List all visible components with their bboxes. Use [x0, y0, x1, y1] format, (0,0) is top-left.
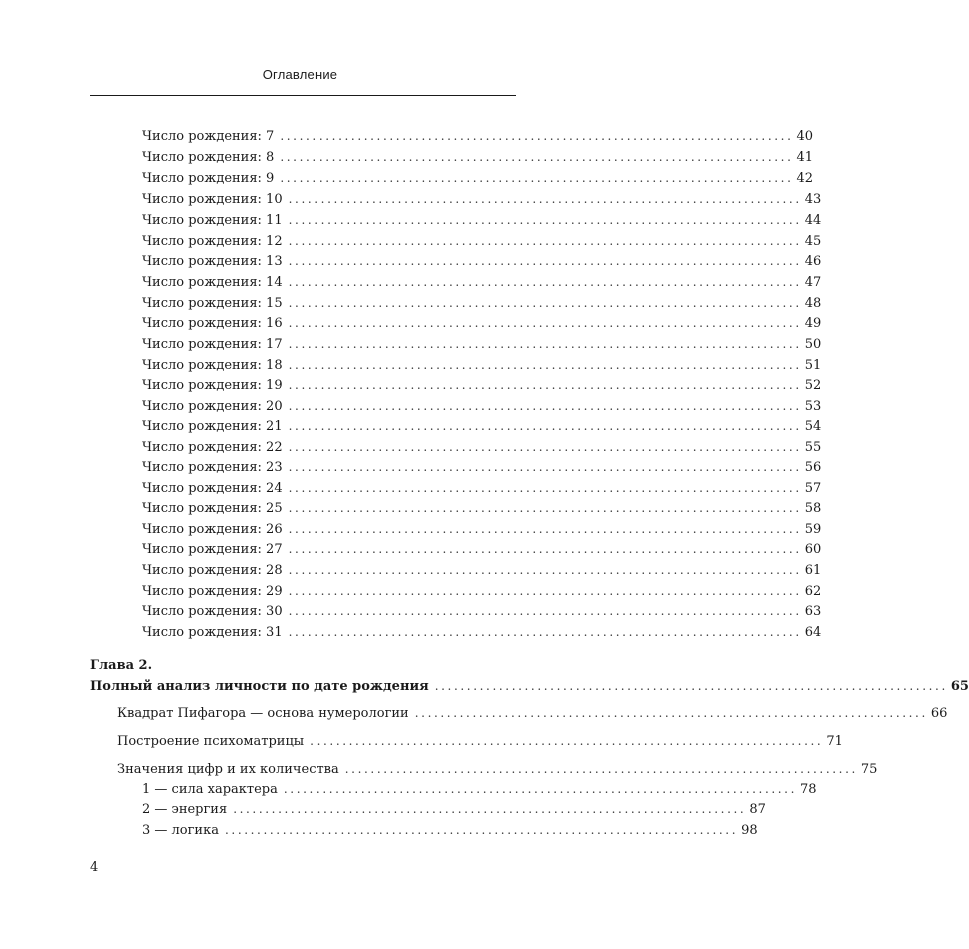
- toc-entry-page: 62: [804, 584, 822, 599]
- toc-entry-birth-13: [142, 253, 822, 270]
- toc-entry-birth-26: [142, 521, 822, 538]
- toc-entry-birth-25: [142, 500, 822, 517]
- leader-dots: ................................................................................: [288, 378, 802, 392]
- toc-entry-page: 60: [804, 542, 822, 557]
- toc-entry-page: 57: [804, 481, 822, 496]
- toc-entry-birth-16: [142, 315, 822, 332]
- toc-entry-page: 52: [804, 378, 822, 393]
- toc-entry-birth-11: [142, 212, 822, 229]
- toc-section-psychomatrix: [117, 733, 843, 750]
- toc-entry-label: Число рождения: 20: [142, 399, 283, 414]
- leader-dots: ................................................................................: [283, 782, 798, 796]
- toc-entry-label: Число рождения: 22: [142, 440, 283, 455]
- toc-entry-page: 63: [804, 604, 822, 619]
- toc-entry-page: 42: [796, 171, 814, 186]
- leader-dots: ................................................................................: [288, 481, 802, 495]
- leader-dots: ................................................................................: [288, 316, 802, 330]
- toc-section-pythagoras-square: [117, 705, 948, 722]
- toc-entry-birth-21: [142, 418, 822, 435]
- toc-entry-birth-19: [142, 377, 822, 394]
- toc-entry-birth-28: [142, 562, 822, 579]
- toc-entry-page: 50: [804, 337, 822, 352]
- running-head-title: Оглавление: [262, 67, 338, 82]
- toc-entry-label: Число рождения: 19: [142, 378, 283, 393]
- leader-dots: ................................................................................: [414, 706, 928, 720]
- toc-entry-birth-22: [142, 439, 822, 456]
- toc-entry-label: Число рождения: 14: [142, 275, 283, 290]
- leader-dots: ................................................................................: [434, 679, 948, 693]
- toc-entry-page: 43: [804, 192, 822, 207]
- toc-section-label: Квадрат Пифагора — основа нумерологии: [117, 706, 409, 721]
- toc-entry-birth-15: [142, 295, 822, 312]
- leader-dots: ................................................................................: [288, 296, 802, 310]
- leader-dots: ................................................................................: [288, 584, 802, 598]
- toc-entry-page: 45: [804, 234, 822, 249]
- toc-entry-label: Число рождения: 28: [142, 563, 283, 578]
- toc-entry-label: Число рождения: 11: [142, 213, 283, 228]
- toc-subsection-1: [142, 781, 817, 798]
- leader-dots: ................................................................................: [310, 734, 824, 748]
- toc-entry-page: 59: [804, 522, 822, 537]
- toc-entry-birth-31: [142, 624, 822, 641]
- leader-dots: ................................................................................: [288, 337, 802, 351]
- leader-dots: ................................................................................: [288, 419, 802, 433]
- toc-entry-birth-10: [142, 191, 822, 208]
- toc-entry-page: 64: [804, 625, 822, 640]
- toc-entry-birth-20: [142, 398, 822, 415]
- toc-entry-label: Число рождения: 27: [142, 542, 283, 557]
- toc-entry-birth-12: [142, 233, 822, 250]
- toc-entry-page: 40: [796, 129, 814, 144]
- toc-subsection-2: [142, 801, 766, 818]
- toc-section-page: 66: [930, 706, 948, 721]
- toc-entry-birth-17: [142, 336, 822, 353]
- toc-section-digit-meanings: [117, 761, 878, 778]
- toc-entry-label: Число рождения: 10: [142, 192, 283, 207]
- toc-entry-label: Число рождения: 26: [142, 522, 283, 537]
- chapter-label: Глава 2.: [90, 658, 153, 673]
- toc-section-page: 75: [860, 762, 878, 777]
- toc-entry-page: 54: [804, 419, 822, 434]
- toc-entry-label: Число рождения: 31: [142, 625, 283, 640]
- leader-dots: ................................................................................: [288, 542, 802, 556]
- toc-entry-label: Число рождения: 30: [142, 604, 283, 619]
- leader-dots: ................................................................................: [288, 234, 802, 248]
- toc-entry-label: Число рождения: 16: [142, 316, 283, 331]
- toc-entry-page: 41: [796, 150, 814, 165]
- toc-entry-page: 49: [804, 316, 822, 331]
- toc-entry-label: Число рождения: 25: [142, 501, 283, 516]
- leader-dots: ................................................................................: [288, 501, 802, 515]
- toc-entry-label: Число рождения: 15: [142, 296, 283, 311]
- toc-entry-page: 58: [804, 501, 822, 516]
- toc-entry-birth-24: [142, 480, 822, 497]
- toc-entry-page: 51: [804, 358, 822, 373]
- toc-entry-birth-18: [142, 357, 822, 374]
- toc-entry-label: Число рождения: 7: [142, 129, 275, 144]
- toc-section-label: Построение психоматрицы: [117, 734, 305, 749]
- leader-dots: ................................................................................: [288, 440, 802, 454]
- chapter-page: 65: [950, 679, 969, 694]
- leader-dots: ................................................................................: [288, 625, 802, 639]
- toc-entry-page: 48: [804, 296, 822, 311]
- leader-dots: ................................................................................: [288, 460, 802, 474]
- toc-entry-page: 44: [804, 213, 822, 228]
- leader-dots: ................................................................................: [344, 762, 858, 776]
- header-rule: [90, 95, 516, 96]
- toc-entry-page: 46: [804, 254, 822, 269]
- toc-entry-label: Число рождения: 18: [142, 358, 283, 373]
- toc-entry-page: 55: [804, 440, 822, 455]
- leader-dots: ................................................................................: [288, 275, 802, 289]
- toc-entry-label: Число рождения: 29: [142, 584, 283, 599]
- toc-entry-label: Число рождения: 12: [142, 234, 283, 249]
- toc-entry-birth-14: [142, 274, 822, 291]
- toc-entry-page: 56: [804, 460, 822, 475]
- leader-dots: ................................................................................: [288, 604, 802, 618]
- leader-dots: ................................................................................: [288, 399, 802, 413]
- toc-entry-birth-23: [142, 459, 822, 476]
- toc-entry-label: Число рождения: 8: [142, 150, 275, 165]
- page-number: 4: [90, 860, 99, 875]
- leader-dots: ................................................................................: [280, 150, 794, 164]
- toc-entry-label: Число рождения: 17: [142, 337, 283, 352]
- chapter-title: Полный анализ личности по дате рождения: [90, 679, 429, 694]
- toc-entry-label: Число рождения: 13: [142, 254, 283, 269]
- toc-entry-label: Число рождения: 23: [142, 460, 283, 475]
- toc-section-label: Значения цифр и их количества: [117, 762, 339, 777]
- toc-subsection-page: 98: [741, 823, 758, 838]
- leader-dots: ................................................................................: [288, 213, 802, 227]
- toc-subsection-label: 2 — энергия: [142, 802, 228, 817]
- toc-subsection-label: 3 — логика: [142, 823, 219, 838]
- toc-entry-birth-30: [142, 603, 822, 620]
- toc-subsection-page: 87: [749, 802, 766, 817]
- toc-entry-birth-7: [142, 128, 814, 145]
- leader-dots: ................................................................................: [224, 823, 739, 837]
- toc-entry-label: Число рождения: 24: [142, 481, 283, 496]
- toc-entry-label: Число рождения: 9: [142, 171, 275, 186]
- toc-entry-page: 53: [804, 399, 822, 414]
- toc-entry-page: 47: [804, 275, 822, 290]
- toc-entry-birth-9: [142, 170, 814, 187]
- leader-dots: ................................................................................: [288, 358, 802, 372]
- leader-dots: ................................................................................: [288, 254, 802, 268]
- toc-entry-birth-8: [142, 149, 814, 166]
- toc-subsection-page: 78: [800, 782, 817, 797]
- leader-dots: ................................................................................: [280, 171, 794, 185]
- toc-entry-birth-29: [142, 583, 822, 600]
- leader-dots: ................................................................................: [288, 563, 802, 577]
- toc-entry-birth-27: [142, 541, 822, 558]
- toc-entry-label: Число рождения: 21: [142, 419, 283, 434]
- chapter-title-entry: [90, 678, 969, 695]
- toc-section-page: 71: [826, 734, 843, 749]
- toc-subsection-3: [142, 822, 758, 839]
- toc-entry-page: 61: [804, 563, 822, 578]
- leader-dots: ................................................................................: [288, 522, 802, 536]
- leader-dots: ................................................................................: [280, 129, 794, 143]
- toc-subsection-label: 1 — сила характера: [142, 782, 278, 797]
- leader-dots: ................................................................................: [288, 192, 802, 206]
- leader-dots: ................................................................................: [233, 802, 747, 816]
